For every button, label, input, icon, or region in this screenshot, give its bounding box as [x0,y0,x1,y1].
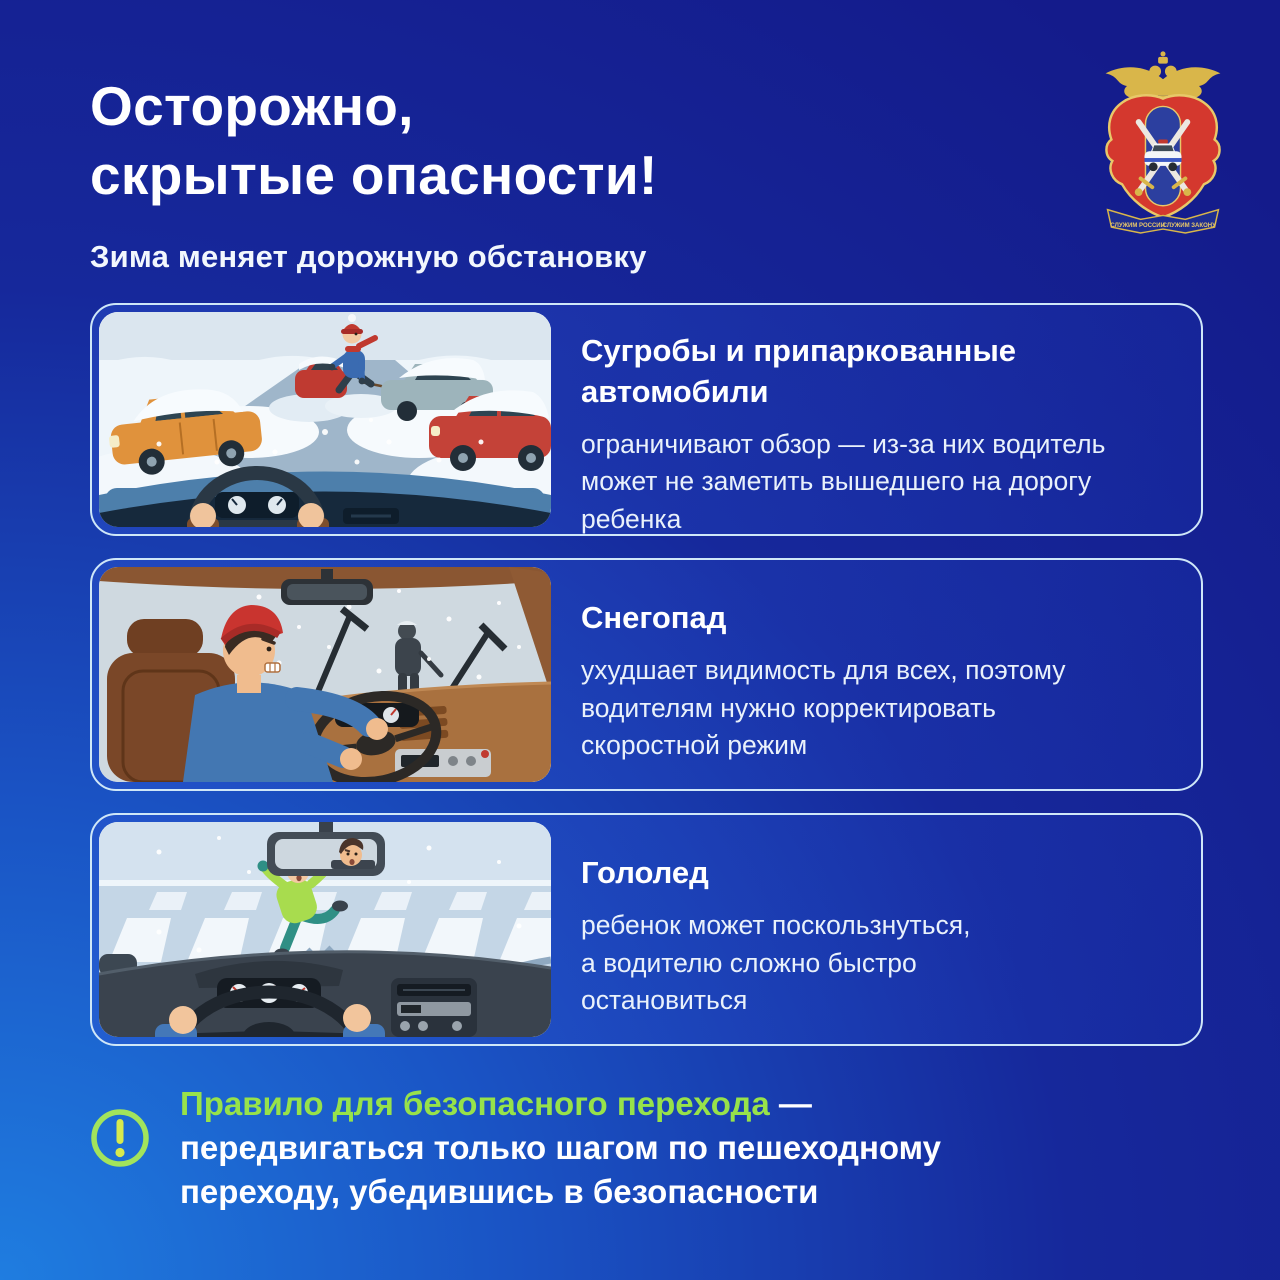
card-title: Гололед [581,855,709,890]
mvd-emblem-logo [1090,50,1236,242]
safety-rule-note [88,1082,1208,1215]
header [90,72,658,275]
driver-in-snowfall-illustration [99,567,551,782]
rule-text: Правило для безопасного перехода — передвигаться только шагом по пешеходному переходу, убедившись в безопасности [180,1085,941,1211]
card-body: ухудшает видимость для всех, поэтому водителям нужно корректировать скоростной режим [581,654,1066,761]
motto-right: СЛУЖИМ ЗАКОНУ [1162,223,1216,230]
card-title: Сугробы и припаркованные автомобили [581,333,1017,409]
snowbanks-parked-cars-illustration [99,312,551,527]
exclamation-circle-icon [88,1106,152,1170]
card-body: ограничивают обзор — из-за них водитель может не заметить вышедшего на дорогу ребенка [581,428,1106,535]
gritted-teeth [265,663,280,672]
page-subtitle: Зима меняет дорожную обстановку [90,238,647,274]
driver-hand [343,1004,371,1032]
driver-hand [169,1006,197,1034]
title-line-2: скрытые опасности! [90,144,658,207]
driver-hand [340,748,362,770]
hazard-cards [90,303,1203,1046]
hazard-card-snowdrifts [90,303,1203,536]
page-title [90,72,658,211]
card-title: Снегопад [581,600,727,635]
dashboard [99,952,551,1037]
center-console [391,978,477,1037]
hazard-card-snowfall [90,558,1203,791]
card-body: ребенок может поскользнуться, а водителю сложно быстро остановиться [581,909,971,1016]
rule-highlight: Правило для безопасного перехода [180,1085,770,1122]
driver-hand [366,718,388,740]
hazard-card-ice [90,813,1203,1046]
motto-left: СЛУЖИМ РОССИИ [1110,223,1165,230]
child-slipping-crosswalk-illustration [99,822,551,1037]
mvd-crest-icon [1090,50,1236,240]
card-text [551,567,1194,782]
card-text [551,312,1194,535]
card-text [551,822,1194,1037]
title-line-1: Осторожно, [90,75,414,137]
